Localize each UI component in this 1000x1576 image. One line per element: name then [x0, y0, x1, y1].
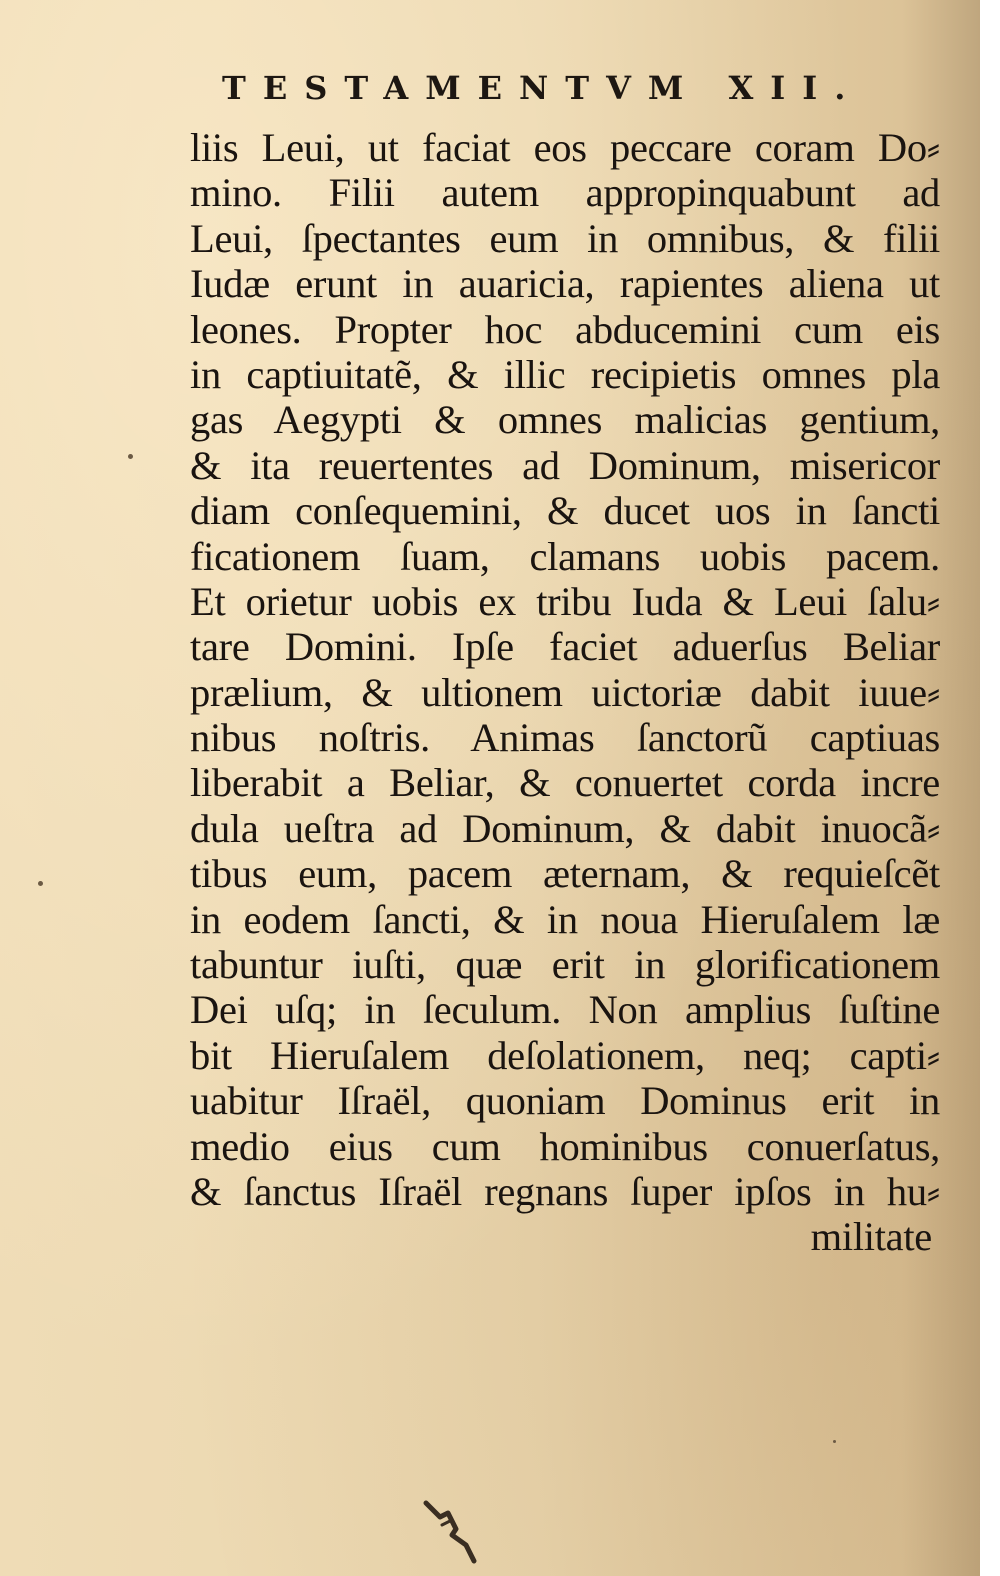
text-line: uabitur Iſraël, quoniam Dominus erit in [190, 1078, 940, 1124]
text-line: bit Hieruſalem deſolationem, neq; capti⸗ [190, 1032, 940, 1078]
text-line: mino. Filii autem appropinquabunt ad [190, 170, 940, 216]
text-line: gas Aegypti & omnes malicias gentium, [190, 397, 940, 443]
text-line: dula ueſtra ad Dominum, & dabit inuocã⸗ [190, 805, 940, 851]
text-line-final: militate [810, 1214, 932, 1260]
text-line: prælium, & ultionem uictoriæ dabit iuue⸗ [190, 669, 940, 715]
text-line: tare Domini. Ipſe faciet aduerſus Beliar [190, 624, 940, 670]
text-line: liberabit a Beliar, & conuertet corda incre [190, 760, 940, 806]
text-line: nibus noſtris. Animas ſanctorũ captiuas [190, 715, 940, 761]
body-text [190, 125, 940, 1260]
text-line: ficationem ſuam, clamans uobis pacem. [190, 533, 940, 579]
running-head: TESTAMENTVM XII. [222, 69, 863, 107]
text-line: leones. Propter hoc abducemini cum eis [190, 306, 940, 352]
text-line: tibus eum, pacem æternam, & requieſcẽt [190, 851, 940, 897]
text-line: Et orietur uobis ex tribu Iuda & Leui ſalu⸗ [190, 578, 940, 624]
text-line: Dei uſq; in ſeculum. Non amplius ſuſtine [190, 987, 940, 1033]
text-line: diam conſequemini, & ducet uos in ſancti [190, 488, 940, 534]
margin-speck [833, 1440, 836, 1443]
text-line: medio eius cum hominibus conuerſatus, [190, 1123, 940, 1169]
text-line: & ita reuertentes ad Dominum, misericor [190, 442, 940, 488]
margin-speck [38, 881, 43, 886]
text-line: liis Leui, ut faciat eos peccare coram Do⸗ [190, 125, 940, 170]
text-line: Iudæ erunt in auaricia, rapientes aliena ut [190, 261, 940, 307]
signature-flourish-icon [418, 1495, 488, 1565]
text-line: & ſanctus Iſraël regnans ſuper ipſos in hu⸗ [190, 1168, 940, 1214]
page-edge [980, 0, 1000, 1576]
text-line: tabuntur iuſti, quæ erit in glorificationem [190, 942, 940, 988]
text-line: Leui, ſpectantes eum in omnibus, & filii [190, 215, 940, 261]
text-line: in captiuitatẽ, & illic recipietis omnes pla [190, 351, 940, 397]
margin-speck [128, 454, 133, 459]
text-line: in eodem ſancti, & in noua Hieruſalem læ [190, 896, 940, 942]
